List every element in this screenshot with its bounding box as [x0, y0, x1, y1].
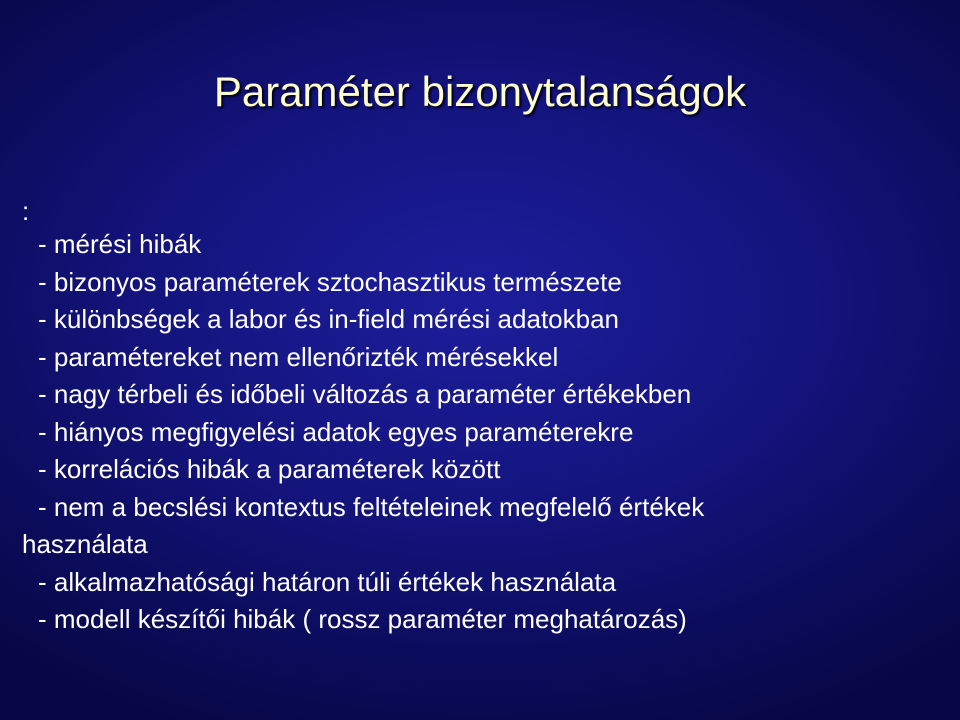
slide-body [22, 196, 942, 639]
bullet-line: - paramétereket nem ellenőrizték mérésekkel [38, 341, 559, 372]
bullet-line: - modell készítői hibák ( rossz paraméter meghatározás) [38, 604, 687, 634]
bullet-line-continuation: használata [22, 529, 148, 559]
bullet-line: - hiányos megfigyelési adatok egyes paraméterekre [38, 416, 634, 447]
bullet-line: - alkalmazhatósági határon túli értékek használata [38, 566, 617, 597]
intro-colon: : [22, 196, 30, 226]
slide-title: Paraméter bizonytalanságok [213, 68, 747, 115]
bullet-line: - korrelációs hibák a paraméterek között [38, 454, 501, 484]
bullet-line: - nagy térbeli és időbeli változás a paraméter értékekben [38, 379, 692, 409]
bullet-line: - nem a becslési kontextus feltételeinek megfelelő értékek [38, 491, 705, 522]
bullet-line: - mérési hibák [38, 229, 202, 259]
bullet-line: - bizonyos paraméterek sztochasztikus természete [38, 266, 622, 297]
bullet-line: - különbségek a labor és in-field mérési adatokban [38, 304, 620, 334]
